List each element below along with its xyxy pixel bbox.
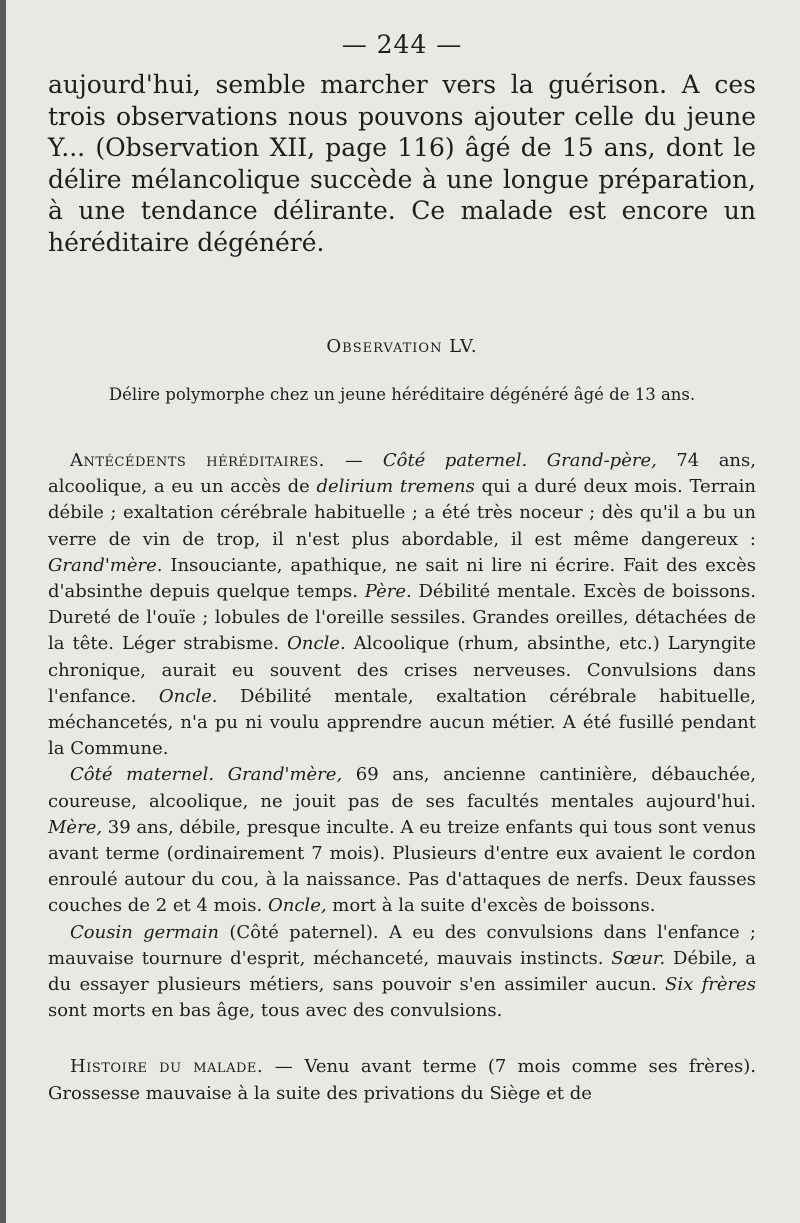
text-run: Alcoolique (rhum, absinthe, etc.) Laryngite chronique, aurait eu souvent des crises nerveuses. Convulsions dans l'enfance. bbox=[48, 633, 756, 707]
text-run: mort à la suite d'excès de boissons. bbox=[326, 895, 656, 917]
observation-body bbox=[48, 448, 756, 1107]
observation-title: Observation LV. bbox=[326, 336, 478, 357]
italic-run: Six frères bbox=[665, 974, 757, 996]
antecedents-paragraph bbox=[48, 448, 756, 762]
italic-run: Oncle. bbox=[287, 633, 346, 655]
text-run: qui a duré deux mois. Terrain débile ; exaltation cérébrale habituelle ; a été très noceur ; dès qu'il a bu un verre de vin de trop, il n'est plus abordable, il est même dangereux : bbox=[48, 476, 756, 550]
antecedents-heading: Antécédents héréditaires. — bbox=[70, 450, 364, 471]
text-run: Débile, a du essayer plusieurs métiers, sans pouvoir s'en assimiler aucun. bbox=[48, 947, 757, 996]
cousin-paragraph bbox=[48, 920, 756, 1025]
text-run: (Côté paternel). A eu des convulsions dans l'enfance ; mauvaise tournure d'esprit, méchanceté, mauvais instincts. bbox=[48, 921, 756, 969]
text-run: 74 ans, alcoolique, a eu un accès de bbox=[48, 450, 756, 498]
lead-paragraph-block bbox=[48, 69, 756, 258]
text-run: Débilité mentale, exaltation cérébrale habituelle, méchancetés, n'a pu ni voulu apprendre aucun métier. A été fusillé pendant la Commune. bbox=[48, 685, 756, 760]
text-run bbox=[214, 764, 228, 785]
italic-run: Mère, bbox=[48, 816, 103, 838]
italic-run: Oncle, bbox=[268, 895, 327, 917]
italic-run: Côté paternel. bbox=[382, 450, 528, 471]
maternal-paragraph bbox=[48, 762, 756, 919]
italic-run: Grand-père, bbox=[546, 450, 657, 471]
text-run: Débilité mentale. Excès de boissons. Dureté de l'ouïe ; lobules de l'oreille sessiles. Grandes oreilles, détachées de la tête. Léger strabisme. bbox=[48, 581, 756, 655]
text-run: 39 ans, débile, presque inculte. A eu treize enfants qui tous sont venus avant terme (ordinairement 7 mois). Plusieurs d'entre eux avaient le cordon enroulé autour du cou, à la naissance. Pas d'attaques de nerfs. Deux fausses couches de 2 et 4 mois. bbox=[48, 816, 756, 917]
text-run: sont morts en bas âge, tous avec des convulsions. bbox=[48, 1000, 503, 1022]
page-number: — 244 — bbox=[341, 30, 463, 59]
text-run bbox=[363, 450, 382, 471]
histoire-paragraph bbox=[48, 1054, 756, 1106]
italic-run: Père. bbox=[364, 581, 412, 603]
text-run bbox=[527, 450, 546, 471]
histoire-text: Venu avant terme (7 mois comme ses frères). Grossesse mauvaise à la suite des privations du Siège et de bbox=[48, 1056, 756, 1104]
italic-run: delirium tremens bbox=[316, 476, 475, 498]
italic-run: Grand'mère, bbox=[227, 764, 343, 786]
italic-run: Sœur. bbox=[611, 947, 666, 969]
text-run: 69 ans, ancienne cantinière, débauchée, coureuse, alcoolique, ne jouit pas de ses facultés mentales aujourd'hui. bbox=[48, 764, 757, 812]
lead-paragraph: aujourd'hui, semble marcher vers la guérison. A ces trois observations nous pouvons ajouter celle du jeune Y... (Observation XII, page 116) âgé de 15 ans, dont le délire mélancolique succède à une longue préparation, à une tendance délirante. Ce malade est encore un héréditaire dégénéré. bbox=[48, 70, 756, 257]
italic-run: Grand'mère. bbox=[48, 554, 163, 576]
antecedents-text bbox=[48, 450, 756, 759]
italic-run: Côté maternel. bbox=[70, 764, 215, 786]
italic-run: Cousin germain bbox=[70, 921, 220, 943]
observation-subtitle: Délire polymorphe chez un jeune héréditaire dégénéré âgé de 13 ans. bbox=[108, 385, 696, 404]
histoire-heading: Histoire du malade. — bbox=[70, 1056, 294, 1078]
text-run: Insouciante, apathique, ne sait ni lire ni écrire. Fait des excès d'absinthe depuis quelque temps. bbox=[48, 554, 756, 603]
italic-run: Oncle. bbox=[158, 685, 218, 707]
